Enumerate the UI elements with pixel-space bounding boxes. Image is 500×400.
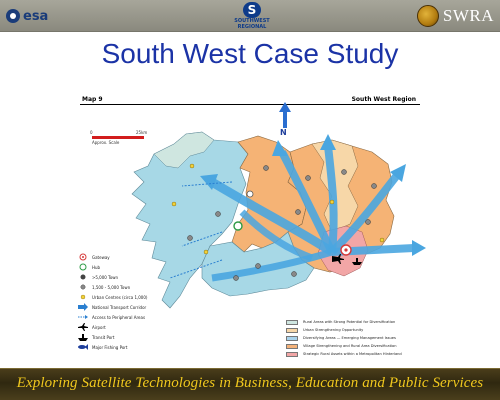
hub-icon <box>78 262 88 272</box>
legend-item: >5,000 Town <box>78 272 178 282</box>
area-swatch <box>286 352 298 357</box>
area-legend-item: Rural Areas with Strong Potential for Diversification <box>286 318 436 326</box>
area-legend-item: Diversifying Areas — Emerging Management Issues <box>286 334 436 342</box>
south-west-logo <box>232 2 272 30</box>
legend-item: Transit Port <box>78 332 178 342</box>
legend-item: Access to Peripheral Areas <box>78 312 178 322</box>
legend-item: Hub <box>78 262 178 272</box>
north-label: N <box>280 128 287 137</box>
legend-item: 1,500 - 5,000 Town <box>78 282 178 292</box>
scale-max: 25km <box>136 130 148 135</box>
area-swatch <box>286 336 298 341</box>
symbol-legend <box>78 252 178 352</box>
dashed-arrow-icon <box>78 312 88 322</box>
swra-logo <box>417 3 494 29</box>
swra-logo-text: SWRA <box>442 6 494 25</box>
esa-logo <box>6 7 48 25</box>
map-region: South West Region <box>351 96 416 103</box>
footer-slogan: Exploring Satellite Technologies in Business, Education and Public Services <box>16 375 484 391</box>
gateway-icon <box>78 252 88 262</box>
gateway-marker <box>341 245 351 255</box>
scale-caption: Approx. Scale <box>92 140 120 145</box>
hub-marker <box>234 222 242 230</box>
south-west-logo-text: SOUTHWEST REGIONAL <box>234 18 270 30</box>
slide-title: South West Case Study <box>101 38 399 69</box>
north-arrow <box>278 102 292 142</box>
legend-item: Airport <box>78 322 178 332</box>
north-arrow-icon <box>278 102 292 128</box>
area-legend <box>286 318 436 358</box>
legend-item: Urban Centres (circa 1,000) <box>78 292 178 302</box>
area-swatch <box>286 328 298 333</box>
map-panel <box>62 82 438 362</box>
map-scale <box>90 130 160 144</box>
area-swatch <box>286 320 298 325</box>
area-legend-item: Urban Strengthening Opportunity <box>286 326 436 334</box>
urban-centre-icon <box>78 292 88 302</box>
ship-icon <box>78 332 88 342</box>
esa-logo-text: esa <box>23 8 49 24</box>
large-town-icon <box>78 272 88 282</box>
fish-icon <box>78 342 88 352</box>
scale-bar <box>92 136 144 139</box>
area-legend-item: Strategic Rural Assets within a Metropolitan Hinterland <box>286 350 436 358</box>
esa-globe-icon <box>6 9 20 23</box>
medium-town-icon <box>78 282 88 292</box>
header-bar <box>0 0 500 32</box>
map-number: Map 9 <box>82 96 103 103</box>
south-west-logo-icon: S <box>243 2 261 18</box>
legend-item: National Transport Corridor <box>78 302 178 312</box>
swra-seal-icon <box>417 5 439 27</box>
area-swatch <box>286 344 298 349</box>
area-legend-item: Village Strengthening and Rural Area Diversification <box>286 342 436 350</box>
airport-icon <box>78 322 88 332</box>
corridor-arrow-icon <box>78 302 88 312</box>
legend-item: Gateway <box>78 252 178 262</box>
scale-zero: 0 <box>90 130 93 135</box>
legend-item: Major Fishing Port <box>78 342 178 352</box>
